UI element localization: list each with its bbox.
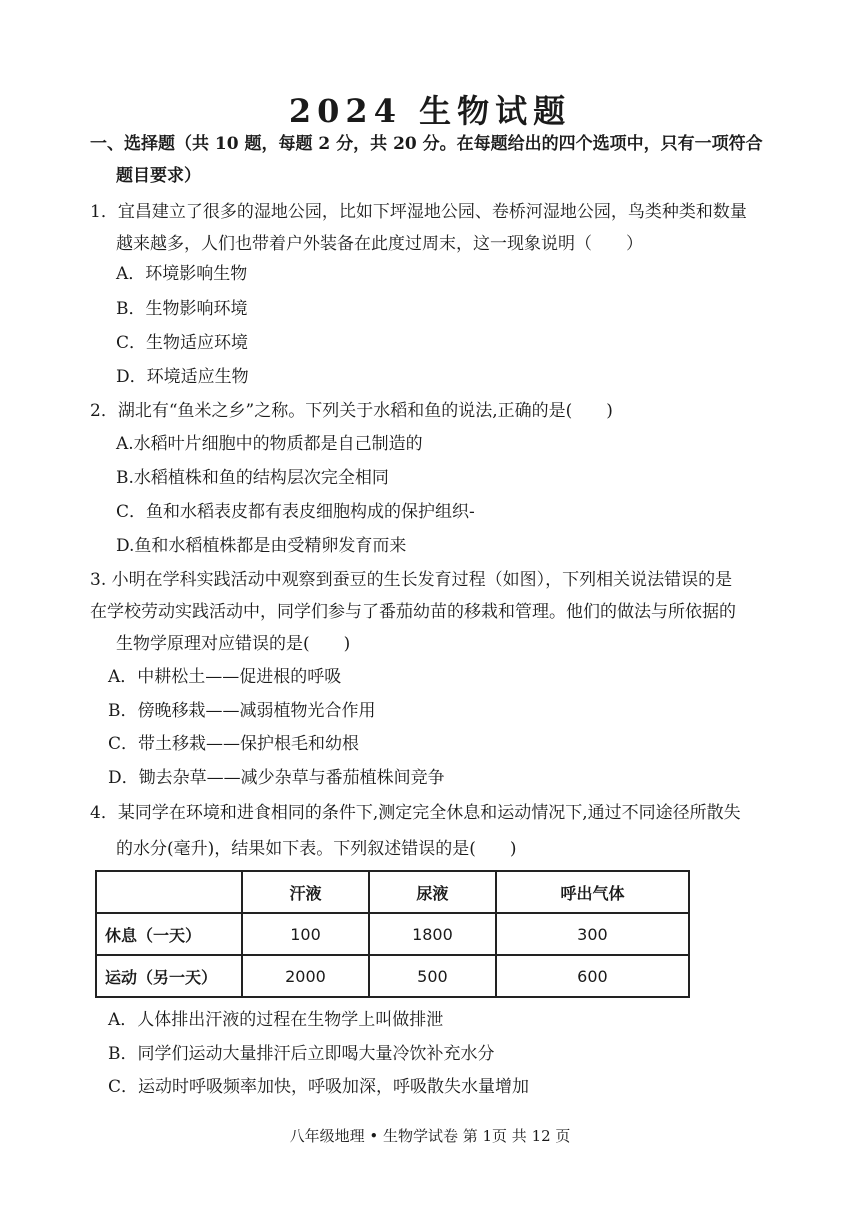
question-1-line1: 1．宜昌建立了很多的湿地公园，比如下坪湿地公园、卷桥河湿地公园，鸟类种类和数量	[90, 202, 747, 222]
q4-option-c: C．运动时呼吸频率加快，呼吸加深，呼吸散失水量增加	[108, 1077, 530, 1097]
question-2-stem: 2．湖北有“鱼米之乡”之称。下列关于水稻和鱼的说法,正确的是( )	[90, 401, 613, 421]
table-cell: 500	[369, 955, 496, 997]
q1-option-a: A．环境影响生物	[116, 264, 248, 284]
page-footer: 八年级地理 • 生物学试卷 第 1页 共 12 页	[289, 1127, 571, 1145]
table-cell: 600	[496, 955, 689, 997]
section-heading	[90, 128, 790, 192]
table-cell: 300	[496, 913, 689, 955]
question-2	[90, 395, 790, 427]
question-3-line2: 在学校劳动实践活动中，同学们参与了番茄幼苗的移栽和管理。他们的做法与所依据的	[90, 602, 736, 622]
table-header-row	[96, 871, 689, 913]
section-heading-line2: 题目要求）	[116, 166, 201, 186]
q2-option-a: A.水稻叶片细胞中的物质都是自己制造的	[116, 434, 423, 454]
table-header-cell: 尿液	[369, 871, 496, 913]
question-1-line2: 越来越多，人们也带着户外装备在此度过周末，这一现象说明（ ）	[116, 234, 643, 254]
question-3-line3: 生物学原理对应错误的是( )	[116, 634, 351, 654]
q1-option-d: D．环境适应生物	[116, 367, 249, 387]
q2-option-b: B.水稻植株和鱼的结构层次完全相同	[116, 468, 389, 488]
q4-option-a: A．人体排出汗液的过程在生物学上叫做排泄	[108, 1010, 444, 1030]
table-cell: 1800	[369, 913, 496, 955]
question-1	[90, 196, 790, 260]
question-4-line2: 的水分(毫升)，结果如下表。下列叙述错误的是( )	[116, 839, 517, 859]
q1-option-b: B．生物影响环境	[116, 299, 248, 319]
page-title: 2024 生物试题	[288, 92, 572, 130]
table-row	[96, 955, 689, 997]
table-row-label: 休息（一天）	[96, 913, 242, 955]
q2-option-d: D.鱼和水稻植株都是由受精卵发育而来	[116, 536, 407, 556]
question-4	[90, 797, 790, 865]
table-cell: 2000	[242, 955, 369, 997]
question-3	[90, 564, 790, 660]
table-row	[96, 913, 689, 955]
q4-option-b: B．同学们运动大量排汗后立即喝大量冷饮补充水分	[108, 1044, 495, 1064]
q2-option-c: C．鱼和水稻表皮都有表皮细胞构成的保护组织-	[116, 502, 475, 522]
q1-option-c: C．生物适应环境	[116, 333, 249, 353]
section-heading-line1: 一、选择题（共 10 题，每题 2 分，共 20 分。在每题给出的四个选项中，只有一项符合	[90, 134, 763, 154]
table-header-cell	[96, 871, 242, 913]
q3-option-c: C．带土移栽——保护根毛和幼根	[108, 734, 360, 754]
q3-option-b: B．傍晚移栽——减弱植物光合作用	[108, 701, 376, 721]
question-4-line1: 4．某同学在环境和进食相同的条件下,测定完全休息和运动情况下,通过不同途径所散失	[90, 803, 741, 823]
question-3-line1: 3. 小明在学科实践活动中观察到蚕豆的生长发育过程（如图），下列相关说法错误的是	[90, 570, 733, 590]
table-header-cell: 汗液	[242, 871, 369, 913]
table-cell: 100	[242, 913, 369, 955]
q3-option-d: D．锄去杂草——减少杂草与番茄植株间竞争	[108, 768, 445, 788]
table-row-label: 运动（另一天）	[96, 955, 242, 997]
q3-option-a: A．中耕松土——促进根的呼吸	[108, 667, 342, 687]
water-loss-table	[95, 870, 690, 998]
table-header-cell: 呼出气体	[496, 871, 689, 913]
